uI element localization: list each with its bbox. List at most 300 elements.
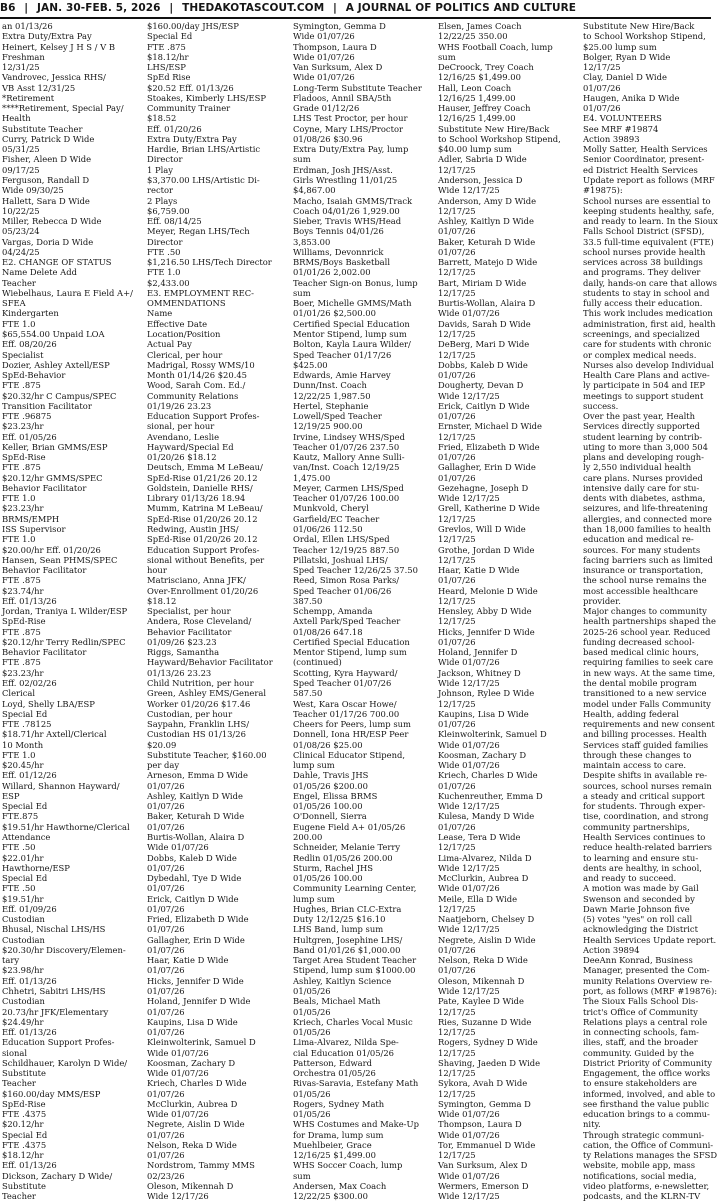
notice-line: Specialist, per hour bbox=[147, 606, 231, 617]
notice-line: Wide 12/17/25 bbox=[438, 801, 500, 812]
notice-line: Behavior Facilitator bbox=[2, 647, 87, 658]
notice-line: Health, adding federal bbox=[583, 708, 679, 719]
notice-line: Wide 01/07/26 bbox=[293, 51, 355, 62]
notice-line: Haar, Katie D Wide bbox=[438, 565, 520, 576]
notice-line: 12/31/25 bbox=[2, 62, 40, 73]
notice-line: reduce health-related barriers bbox=[583, 842, 712, 853]
notice-line: 12/17/25 bbox=[438, 205, 476, 216]
notice-line: Despite shifts in available re- bbox=[583, 770, 708, 781]
notice-line: Cheers for Peers, lump sum bbox=[293, 719, 411, 730]
notice-line: Wide 01/07/26 bbox=[147, 1109, 209, 1120]
notice-line: E4. VOLUNTEERS bbox=[583, 113, 662, 124]
notice-line: WHS Soccer Coach, lump bbox=[293, 1160, 403, 1171]
notice-line: 01/19/26 23.23 bbox=[147, 400, 212, 411]
notice-line: $425.00 bbox=[293, 359, 328, 370]
notice-line: Mentor Stipend, lump sum bbox=[293, 328, 407, 339]
notice-line: fully access their education. bbox=[583, 298, 703, 309]
notice-line: Eff. 08/20/26 bbox=[2, 339, 57, 350]
notice-line: Wide 01/07/26 bbox=[147, 842, 209, 853]
notice-line: Hicks, Jennifer D Wide bbox=[438, 626, 535, 637]
notice-line: Mumm, Katrina M LeBeau/ bbox=[147, 503, 263, 514]
notice-line: SpEd-Rise bbox=[2, 452, 46, 463]
notice-line: Wood, Sarah Com. Ed./ bbox=[147, 380, 246, 391]
notice-line: website, mobile app, mass bbox=[583, 1160, 695, 1171]
notice-line: Hensley, Abby D Wide bbox=[438, 606, 532, 617]
notice-line: Wide 12/17/25 bbox=[438, 924, 500, 935]
notice-line: care plans. Nurses provided bbox=[583, 472, 703, 483]
notice-line: Johnson, Rylee D Wide bbox=[438, 688, 535, 699]
notice-line: Oleson, Mikennah D bbox=[438, 975, 525, 986]
notice-line: Coyne, Mary LHS/Proctor bbox=[293, 123, 404, 134]
notice-line: Naatjeborn, Chelsey D bbox=[438, 914, 535, 925]
notice-line: 01/07/26 bbox=[147, 944, 185, 955]
notice-line: Custodian, per hour bbox=[147, 708, 233, 719]
notice-line: FTE .875 bbox=[2, 462, 41, 473]
notice-line: FTE .50 bbox=[147, 246, 181, 257]
notice-line: Effective Date bbox=[147, 318, 208, 329]
notice-line: $20.12/hr bbox=[2, 1119, 44, 1130]
notice-line: Hayward/Behavior Facilitator bbox=[147, 657, 273, 668]
notice-line: Education Support Profes- bbox=[147, 411, 260, 422]
notice-line: Schildhauer, Karolyn D Wide/ bbox=[2, 1057, 128, 1068]
notice-line: Tor, Emmanuel D Wide bbox=[438, 1139, 536, 1150]
notice-line: Beals, Michael Math bbox=[293, 996, 381, 1007]
notice-line: 01/07/26 bbox=[147, 924, 185, 935]
notice-line: Health Care Plans and active- bbox=[583, 370, 710, 381]
notice-line: Action 39894 bbox=[583, 944, 640, 955]
notice-line: Davids, Sarah D Wide bbox=[438, 318, 531, 329]
notice-line: Teacher bbox=[2, 1191, 36, 1202]
notice-line: 12/22/25 1,987.50 bbox=[293, 390, 371, 401]
notice-line: 587.50 bbox=[293, 688, 323, 699]
notice-line: allergies, and connected more bbox=[583, 513, 712, 524]
notice-line: 04/24/25 bbox=[2, 246, 40, 257]
notice-line: Vargas, Doria D Wide bbox=[2, 236, 94, 247]
notice-line: Wide 01/07/26 bbox=[438, 1170, 500, 1181]
notice-line: Eugene Field A+ 01/05/26 bbox=[293, 821, 406, 832]
notice-line: Rivas-Saravia, Estefany Math bbox=[293, 1078, 419, 1089]
notice-line: $23.98/hr bbox=[2, 965, 44, 976]
notice-line: plans and developing rough- bbox=[583, 452, 705, 463]
notice-line: 01/07/26 bbox=[438, 246, 476, 257]
notice-line: Meile, Ella D Wide bbox=[438, 893, 518, 904]
notice-line: 01/07/26 bbox=[147, 821, 185, 832]
notice-line: Green, Ashley EMS/General bbox=[147, 688, 267, 699]
notice-line: Rogers, Sydney D Wide bbox=[438, 1037, 538, 1048]
notice-line: through these changes to bbox=[583, 749, 692, 760]
notice-line: Grevlos, Will D Wide bbox=[438, 524, 526, 535]
notice-line: transitioned to a new service bbox=[583, 688, 707, 699]
notice-line: $18.12/hr bbox=[2, 1150, 44, 1161]
notice-line: Willard, Shannon Hayward/ bbox=[2, 780, 120, 791]
notice-line: health partnerships shaped the bbox=[583, 616, 716, 627]
notice-line: Custodian HS 01/13/26 bbox=[147, 729, 246, 740]
notice-line: Community Trainer bbox=[147, 103, 231, 114]
notice-line: Clinical Educator Stipend, bbox=[293, 749, 406, 760]
notice-line: 01/05/26 bbox=[293, 985, 331, 996]
notice-line: 01/07/26 bbox=[147, 1129, 185, 1140]
notice-line: facing barriers such as limited bbox=[583, 554, 713, 565]
notice-line: Director bbox=[147, 236, 183, 247]
notice-line: Custodian bbox=[2, 934, 45, 945]
notice-line: Hicks, Jennifer D Wide bbox=[147, 975, 244, 986]
notice-line: sional bbox=[2, 1047, 28, 1058]
notice-line: Garfield/EC Teacher bbox=[293, 513, 380, 524]
notice-line: Lease, Tera D Wide bbox=[438, 831, 521, 842]
notice-line: Jackson, Whitney D bbox=[438, 667, 521, 678]
notice-line: Teacher Sign-on Bonus, lump bbox=[293, 277, 418, 288]
notice-line: Girls Wrestling 11/01/25 bbox=[293, 174, 398, 185]
notice-line: OMMENDATIONS bbox=[147, 298, 226, 309]
notice-line: Sped Teacher 01/06/26 bbox=[293, 585, 392, 596]
notice-line: 01/07/26 bbox=[438, 452, 476, 463]
notice-line: see firsthand the value public bbox=[583, 1098, 709, 1109]
notice-line: Extra Duty/Extra Pay, lump bbox=[293, 144, 409, 155]
notice-line: Senior Coordinator, present- bbox=[583, 154, 705, 165]
notice-line: 01/08/26 $25.00 bbox=[293, 739, 363, 750]
notice-line: $4,867.00 bbox=[293, 185, 336, 196]
notice-line: FTE 1.0 bbox=[147, 267, 181, 278]
notice-line: 01/07/26 bbox=[147, 883, 185, 894]
notice-line: ESP bbox=[2, 790, 20, 801]
notice-line: Director bbox=[147, 154, 183, 165]
notice-line: 12/17/25 bbox=[438, 595, 476, 606]
notice-line: 01/07/26 bbox=[438, 965, 476, 976]
notice-line: Eff. 01/20/26 bbox=[147, 123, 202, 134]
notice-line: Sykora, Avah D Wide bbox=[438, 1078, 528, 1089]
notice-line: nity. bbox=[583, 1119, 601, 1130]
notice-line: Molly Satter, Health Services bbox=[583, 144, 708, 155]
notice-line: Fladoos, Annil SBA/5th bbox=[293, 92, 392, 103]
notice-line: sional without Benefits, per bbox=[147, 554, 265, 565]
notice-line: to learning and ensure stu- bbox=[583, 852, 699, 863]
notice-line: port, as follows (MRF #19876): bbox=[583, 985, 718, 996]
notice-line: Wide 01/07/26 bbox=[438, 883, 500, 894]
notice-line: administration, first aid, health bbox=[583, 318, 716, 329]
notice-line: 01/07/26 bbox=[438, 719, 476, 730]
notice-line: Wide 01/07/26 bbox=[438, 760, 500, 771]
notice-line: Ferguson, Randall D bbox=[2, 174, 90, 185]
notice-line: Erick, Caitlyn D Wide bbox=[147, 893, 239, 904]
notice-line: Kaupins, Lisa D Wide bbox=[147, 1016, 238, 1027]
notice-line: dents with diabetes, asthma, bbox=[583, 493, 706, 504]
notice-line: funding decreased school- bbox=[583, 636, 695, 647]
notice-line: 01/07/26 bbox=[147, 862, 185, 873]
notice-line: an 01/13/26 bbox=[2, 21, 53, 31]
notice-line: $19.51/hr Hawthorne/Clerical bbox=[2, 821, 130, 832]
notice-line: 01/05/26 $200.00 bbox=[293, 780, 368, 791]
notice-line: Macho, Isaiah GMMS/Track bbox=[293, 195, 413, 206]
notice-line: provider. bbox=[583, 595, 621, 606]
notice-line: Wermers, Emerson D bbox=[438, 1181, 529, 1192]
notice-line: Band 01/01/26 $1,000.00 bbox=[293, 944, 401, 955]
notice-line: LHS/ESP bbox=[147, 62, 186, 73]
notice-line: 12/17/25 bbox=[438, 431, 476, 442]
notice-line: 12/16/25 1,499.00 bbox=[438, 113, 516, 124]
notice-line: SpEd-Rise 01/21/26 20.12 bbox=[147, 472, 258, 483]
notice-line: Teacher 01/07/26 100.00 bbox=[293, 493, 400, 504]
notice-line: 01/07/26 bbox=[583, 103, 621, 114]
notice-line: SFEA bbox=[2, 298, 26, 309]
notice-line: Koosman, Zachary D bbox=[147, 1057, 236, 1068]
notice-line: Substitute bbox=[2, 1068, 46, 1079]
notice-line: Actual Pay bbox=[147, 339, 192, 350]
notice-line: (continued) bbox=[293, 657, 342, 668]
notice-line: LHS Test Proctor, per hour bbox=[293, 113, 408, 124]
notice-line: tise, coordination, and strong bbox=[583, 811, 709, 822]
notice-line: Boys Tennis 04/01/26 bbox=[293, 226, 384, 237]
notice-line: Health Services Update report. bbox=[583, 934, 717, 945]
notice-line: Long-Term Substitute Teacher bbox=[293, 82, 422, 93]
notice-line: most accessible healthcare bbox=[583, 585, 698, 596]
notice-line: Name bbox=[147, 308, 173, 319]
notice-line: Symington, Gemma D bbox=[293, 21, 386, 31]
notice-line: Holand, Jennifer D bbox=[438, 647, 518, 658]
notice-line: Gallagher, Erin D Wide bbox=[147, 934, 245, 945]
notice-line: services across 38 buildings bbox=[583, 257, 703, 268]
notice-line: Engagement, the office works bbox=[583, 1068, 711, 1079]
notice-line: van/Inst. Coach 12/19/25 bbox=[293, 462, 400, 473]
notice-line: community partnerships, bbox=[583, 821, 690, 832]
notice-line: Bolton, Kayla Laura Wilder/ bbox=[293, 339, 411, 350]
notice-line: sum bbox=[438, 51, 456, 62]
notice-line: Williams, Devonnrick bbox=[293, 246, 384, 257]
notice-line: Nelson, Reka D Wide bbox=[147, 1139, 237, 1150]
notice-line: Symington, Gemma D bbox=[438, 1098, 531, 1109]
notice-line: Wide 01/07/26 bbox=[438, 308, 500, 319]
header-separator: | bbox=[333, 2, 337, 14]
notice-line: Stipend, lump sum $1000.00 bbox=[293, 965, 416, 976]
notice-line: Haugen, Anika D Wide bbox=[583, 92, 680, 103]
notice-line: Services staff guided families bbox=[583, 739, 709, 750]
notice-line: $2,433.00 bbox=[147, 277, 190, 288]
notice-line: Eff. 01/09/26 bbox=[2, 903, 57, 914]
notice-line: 12/17/25 bbox=[438, 349, 476, 360]
notice-line: Wide 01/07/26 bbox=[293, 31, 355, 42]
notice-line: Sped Teacher 12/26/25 37.50 bbox=[293, 565, 418, 576]
notice-line: Heard, Melonie D Wide bbox=[438, 585, 538, 596]
notice-line: Month 01/14/26 $20.45 bbox=[147, 370, 248, 381]
notice-line: Keller, Brian GMMS/ESP bbox=[2, 441, 108, 452]
notice-line: Eff. 01/12/26 bbox=[2, 770, 57, 781]
notice-line: Bhusal, Nischal LHS/HS bbox=[2, 924, 106, 935]
notice-line: Swenson and seconded by bbox=[583, 893, 695, 904]
notice-line: Eff. 01/05/26 bbox=[2, 431, 57, 442]
notice-line: to School Workshop Stipend, bbox=[438, 133, 561, 144]
notice-line: Dozier, Ashley Axtell/ESP bbox=[2, 359, 110, 370]
notice-line: Bolger, Ryan D Wide bbox=[583, 51, 671, 62]
notice-line: Muehlbeier, Grace bbox=[293, 1139, 372, 1150]
notice-line: rector bbox=[147, 185, 174, 196]
notice-line: 12/17/25 bbox=[438, 842, 476, 853]
notice-line: requirements and new consent bbox=[583, 719, 715, 730]
notice-line: FTE .875 bbox=[147, 41, 186, 52]
notice-line: 10 Month bbox=[2, 739, 44, 750]
notice-line: ed District Health Services bbox=[583, 164, 698, 175]
notice-line: 01/07/26 bbox=[147, 903, 185, 914]
notice-line: Services directly supported bbox=[583, 421, 700, 432]
notice-line: 12/17/25 bbox=[438, 267, 476, 278]
notice-line: Goldstein, Danielle RHS/ bbox=[147, 482, 253, 493]
notice-line: 1,475.00 bbox=[293, 472, 331, 483]
notice-line: Hallett, Sara D Wide bbox=[2, 195, 90, 206]
notice-line: $23.23/hr bbox=[2, 421, 44, 432]
notice-line: Edwards, Amie Harvey bbox=[293, 370, 391, 381]
notice-line: Lima-Alvarez, Nilda Spe- bbox=[293, 1037, 399, 1048]
notice-line: Transition Facilitator bbox=[2, 400, 92, 411]
notice-line: 01/06/26 112.50 bbox=[293, 524, 363, 535]
notice-line: Wide 12/17/25 bbox=[438, 862, 500, 873]
notice-line: FTE .50 bbox=[2, 883, 36, 894]
notice-line: 12/17/25 bbox=[438, 328, 476, 339]
notice-line: Grade 01/12/26 bbox=[293, 103, 360, 114]
notice-line: FTE 1.0 bbox=[2, 534, 36, 545]
notice-line: Extra Duty/Extra Pay bbox=[2, 31, 92, 42]
notice-line: Meyer, Regan LHS/Tech bbox=[147, 226, 250, 237]
notice-line: $18.71/hr Axtell/Clerical bbox=[2, 729, 107, 740]
notice-line: Custodian bbox=[2, 996, 45, 1007]
notice-line: Target Area Student Teacher bbox=[293, 955, 417, 966]
notice-line: Lima-Alvarez, Nilda D bbox=[438, 852, 532, 863]
notice-line: ly participate in 504 and IEP bbox=[583, 380, 706, 391]
column-4 bbox=[438, 21, 571, 1202]
notice-line: Special Ed bbox=[147, 31, 193, 42]
notice-line: Fisher, Aleen D Wide bbox=[2, 154, 92, 165]
notice-line: 12/16/25 1,499.00 bbox=[438, 92, 516, 103]
notice-line: 12/22/25 $300.00 bbox=[293, 1191, 368, 1202]
notice-line: This work includes medication bbox=[583, 308, 713, 319]
notice-line: cial Education 01/05/26 bbox=[293, 1047, 395, 1058]
page-number: B6 bbox=[0, 2, 16, 14]
notice-line: Sped Teacher 01/17/26 bbox=[293, 349, 392, 360]
notice-line: Fried, Elizabeth D Wide bbox=[147, 914, 249, 925]
notice-line: ilies, staff, and the broader bbox=[583, 1037, 698, 1048]
notice-line: 12/17/25 bbox=[438, 1088, 476, 1099]
notice-line: Community Learning Center, bbox=[293, 883, 417, 894]
notice-line: 12/17/25 bbox=[438, 554, 476, 565]
notice-line: Donnell, Iona HR/ESP Peer bbox=[293, 729, 409, 740]
notice-line: 01/05/26 bbox=[293, 1027, 331, 1038]
notice-line: Kleinwolterink, Samuel D bbox=[147, 1037, 256, 1048]
notice-line: Schneider, Melanie Terry bbox=[293, 842, 401, 853]
notice-line: Special Ed bbox=[2, 801, 48, 812]
notice-line: Hardie, Brian LHS/Artistic bbox=[147, 144, 261, 155]
notice-line: Special Ed bbox=[2, 1129, 48, 1140]
notice-line: Nurses also develop Individual bbox=[583, 359, 714, 370]
notice-line: Negrete, Aislin D Wide bbox=[438, 934, 536, 945]
publication-tagline: A JOURNAL OF POLITICS AND CULTURE bbox=[345, 2, 577, 14]
notice-line: Hauser, Jeffrey Coach bbox=[438, 103, 531, 114]
notice-line: Child Nutrition, per hour bbox=[147, 678, 254, 688]
notice-line: Over the past year, Health bbox=[583, 411, 696, 422]
notice-line: dents are healthy, in school, bbox=[583, 862, 702, 873]
notice-line: 09/17/25 bbox=[2, 164, 40, 175]
notice-line: $18.12/hr bbox=[147, 51, 189, 62]
notice-line: Ashley, Kaitlyn D Wide bbox=[438, 216, 534, 227]
notice-line: Wide 01/07/26 bbox=[438, 657, 500, 668]
notice-line: Major changes to community bbox=[583, 606, 707, 617]
notice-line: Negrete, Aislin D Wide bbox=[147, 1119, 245, 1130]
notice-line: Wide 01/07/26 bbox=[438, 739, 500, 750]
notice-line: to School Workshop Stipend, bbox=[583, 31, 706, 42]
notice-line: $24.49/hr bbox=[2, 1016, 44, 1027]
notice-line: Andersen, Max Coach bbox=[293, 1181, 387, 1192]
notice-line: uting to more than 3,000 504 bbox=[583, 441, 708, 452]
notice-line: Substitute New Hire/Back bbox=[438, 123, 550, 134]
notice-line: notifications, social media, bbox=[583, 1170, 697, 1181]
notice-line: Hultgren, Josephine LHS/ bbox=[293, 934, 403, 945]
notice-line: 3,853.00 bbox=[293, 236, 331, 247]
notice-line: $20.52 Eff. 01/13/26 bbox=[147, 82, 234, 93]
notice-line: FTE .96875 bbox=[2, 411, 52, 422]
notice-line: $23.23/hr bbox=[2, 667, 44, 678]
publication-name: THEDAKOTASCOUT.COM bbox=[182, 2, 325, 14]
notice-line: and billing processes. Health bbox=[583, 729, 707, 740]
notice-line: $23.23/hr bbox=[2, 503, 44, 514]
notice-line: Stoakes, Kimberly LHS/ESP bbox=[147, 92, 266, 103]
notice-line: 12/16/25 $1,499.00 bbox=[293, 1150, 376, 1161]
notice-line: 12/16/25 $1,499.00 bbox=[438, 72, 521, 83]
notice-line: sources. For many students bbox=[583, 544, 701, 555]
notice-line: school nurses provide health bbox=[583, 246, 706, 257]
notice-line: $18.52 bbox=[147, 113, 177, 124]
notice-line: E3. EMPLOYMENT REC- bbox=[147, 287, 254, 298]
notice-line: $160.00/day JHS/ESP bbox=[147, 21, 239, 31]
notice-line: $20.30/hr Discovery/Elemen- bbox=[2, 944, 126, 955]
notice-line: $25.00 lump sum bbox=[583, 41, 657, 52]
notice-line: ty Relations manages the SFSD bbox=[583, 1150, 718, 1161]
notice-line: model under Falls Community bbox=[583, 698, 711, 709]
notice-line: 01/07/26 bbox=[438, 226, 476, 237]
notice-line: 2 Plays bbox=[147, 195, 178, 206]
notice-line: Kautz, Mallory Anne Sulli- bbox=[293, 452, 405, 463]
notice-line: 12/17/25 bbox=[438, 287, 476, 298]
notice-line: The Sioux Falls School Dis- bbox=[583, 996, 699, 1007]
notice-line: Orchestra 01/05/26 bbox=[293, 1068, 376, 1079]
notice-line: Clerical, per hour bbox=[147, 349, 223, 360]
notice-line: 01/20/26 $18.12 bbox=[147, 452, 217, 463]
notice-line: Elsen, James Coach bbox=[438, 21, 522, 31]
notice-line: SpEd-Behavior bbox=[2, 370, 66, 381]
notice-line: Substitute Teacher bbox=[2, 123, 83, 134]
notice-line: meetings to support student bbox=[583, 390, 704, 401]
notice-line: Loyd, Shelly LBA/ESP bbox=[2, 698, 95, 709]
notice-line: Engel, Elissa BRMS bbox=[293, 790, 378, 801]
notice-line: Redlin 01/05/26 200.00 bbox=[293, 852, 393, 863]
notice-line: to ensure stakeholders are bbox=[583, 1078, 697, 1089]
notice-line: 01/07/26 bbox=[147, 801, 185, 812]
notice-line: 01/09/26 $23.23 bbox=[147, 636, 217, 647]
notice-line: Special Ed bbox=[2, 873, 48, 884]
notice-line: $1,216.50 LHS/Tech Director bbox=[147, 257, 272, 268]
notice-line: requiring families to seek care bbox=[583, 657, 714, 668]
notice-line: Barrett, Matejo D Wide bbox=[438, 257, 538, 268]
notice-line: seizures, and life-threatening bbox=[583, 503, 708, 514]
notice-line: Haar, Katie D Wide bbox=[147, 955, 229, 966]
notice-line: Fried, Elizabeth D Wide bbox=[438, 441, 540, 452]
notice-line: Sturm, Rachel JHS bbox=[293, 862, 374, 873]
notice-line: Behavior Facilitator bbox=[2, 482, 87, 493]
notice-line: Reed, Simon Rosa Parks/ bbox=[293, 575, 400, 586]
notice-line: Jordan, Traniya L Wilder/ESP bbox=[2, 606, 128, 617]
notice-line: Coach 04/01/26 1,929.00 bbox=[293, 205, 400, 216]
notice-line: Burtis-Wollan, Alaira D bbox=[147, 831, 245, 842]
notice-line: Baker, Keturah D Wide bbox=[438, 236, 536, 247]
notice-line: Kriech, Charles Vocal Music bbox=[293, 1016, 413, 1027]
notice-line: FTE 1.0 bbox=[2, 493, 36, 504]
notice-line: Action 39893 bbox=[583, 133, 640, 144]
notice-line: FTE .78125 bbox=[2, 719, 52, 730]
